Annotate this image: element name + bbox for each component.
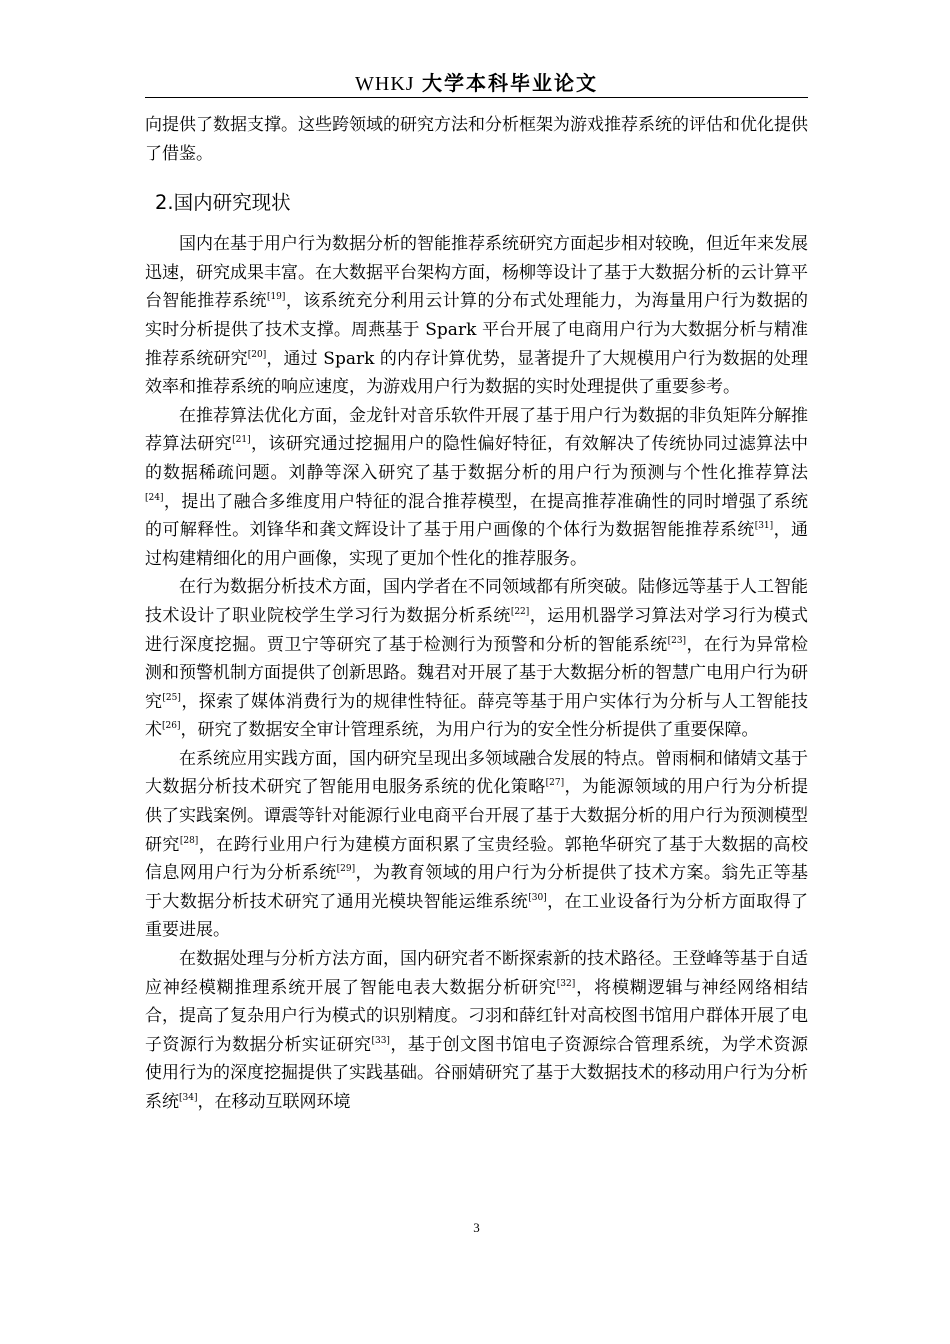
page-number: 3 [473,1220,480,1235]
citation: [21] [232,435,251,446]
paragraph-text: ，提出了融合多维度用户特征的混合推荐模型，在提高推荐准确性的同时增强了系统的可解释性。刘锋华和龚文辉设计了基于用户画像的个体行为数据智能推荐系统 [145,491,808,541]
paragraph-continued: 向提供了数据支撑。这些跨领域的研究方法和分析框架为游戏推荐系统的评估和优化提供了借鉴。 [145,115,808,164]
paragraph-text: ，为能源领域的用户行为分析提供了实践案例。谭震等针对能源行业电商平台开展了基于大数据分析的用户行为预测模型研究 [145,777,809,855]
paragraph-text: ，探索了媒体消费行为的规律性特征。薛亮等基于用户实体行为分析与人工智能技术 [145,691,809,741]
header-title: 大学本科毕业论文 [421,71,598,95]
paragraph-text: 在系统应用实践方面，国内研究呈现出多领域融合发展的特点。曾雨桐和储婧文基于大数据分析技术研究了智能用电服务系统的优化策略 [145,748,808,798]
citation: [19] [266,292,286,303]
citation: [34] [179,1093,198,1103]
citation: [32] [556,978,576,989]
paragraph-text: ，在移动互联网环境 [197,1092,351,1112]
citation: [33] [371,1035,390,1046]
citation: [28] [179,835,199,846]
paragraph-text: ，该研究通过挖掘用户的隐性偏好特征，有效解决了传统协同过滤算法中的数据稀疏问题。刘静等深入研究了基于数据分析的用户行为预测与个性化推荐算法 [145,434,809,483]
paragraph-text: ，该系统充分利用云计算的分布式处理能力，为海量用户行为数据的实时分析提供了技术支撑。周燕基于 Spark 平台开展了电商用户行为大数据分析与精准推荐系统研究 [145,291,809,369]
paragraph-text: ，为教育领域的用户行为分析提供了技术方案。翁先正等基于大数据分析技术研究了通用光模块智能运维系统 [145,863,809,912]
paragraph-text: ，在行为异常检测和预警机制方面提供了创新思路。魏君对开展了基于大数据分析的智慧广电用户行为研究 [145,634,809,712]
running-header [145,70,808,98]
paragraph-text: 国内在基于用户行为数据分析的智能推荐系统研究方面起步相对较晚，但近年来发展迅速，研究成果丰富。在大数据平台架构方面，杨柳等设计了基于大数据分析的云计算平台智能推荐系统 [145,234,808,312]
paragraph-text: ，基于创文图书馆电子资源综合管理系统，为学术资源使用行为的深度挖掘提供了实践基础。谷丽婧研究了基于大数据技术的移动用户行为分析系统 [145,1034,809,1112]
citation: [23] [667,635,687,646]
citation: [26] [162,721,181,732]
paragraph-text: ，研究了数据安全审计管理系统，为用户行为的安全性分析提供了重要保障。 [180,720,759,741]
citation: [27] [545,778,565,789]
paragraph-text: ，运用机器学习算法对学习行为模式进行深度挖掘。贾卫宁等研究了基于检测行为预警和分析的智能系统 [145,605,809,655]
paragraph-text: 在行为数据分析技术方面，国内学者在不同领域都有所突破。陆修远等基于人工智能技术设计了职业院校学生学习行为数据分析系统 [145,577,808,626]
paragraph-text: 在推荐算法优化方面，金龙针对音乐软件开展了基于用户行为数据的非负矩阵分解推荐算法研究 [145,405,808,455]
citation: [25] [162,692,181,703]
citation: [24] [145,492,164,503]
citation: [20] [247,349,267,360]
header-rule [145,97,808,98]
paragraph-methods [145,945,808,1117]
paragraph-applications [145,745,808,945]
citation: [22] [510,606,530,617]
paragraph-text: ，通过构建精细化的用户画像，实现了更加个性化的推荐服务。 [145,520,809,569]
citation: [31] [754,521,774,532]
paragraph-text: ，将模糊逻辑与神经网络相结合，提高了复杂用户行为模式的识别精度。刁羽和薛红针对高校图书馆用户群体开展了电子资源行为数据分析实证研究 [145,977,809,1055]
paragraph-text: ，在跨行业用户行为建模方面积累了宝贵经验。郭艳华研究了基于大数据的高校信息网用户行为分析系统 [145,834,809,884]
citation: [30] [528,892,547,903]
section-heading: 2.国内研究现状 [155,191,291,215]
body-text [145,111,808,1117]
paragraph-text: ，通过 Spark 的内存计算优势，显著提升了大规模用户行为数据的处理效率和推荐系统的响应速度，为游戏用户行为数据的实时处理提供了重要参考。 [145,348,809,398]
paragraph-text: ，在工业设备行为分析方面取得了重要进展。 [145,891,809,941]
citation: [29] [336,864,356,875]
header-code: WHKJ [355,73,415,95]
paragraph-analysis-tech [145,573,808,745]
paragraph-text: 在数据处理与分析方法方面，国内研究者不断探索新的技术路径。王登峰等基于自适应神经模糊推理系统开展了智能电表大数据分析研究 [145,949,808,998]
paragraph-platform [145,230,808,402]
paragraph-algorithms [145,402,808,574]
